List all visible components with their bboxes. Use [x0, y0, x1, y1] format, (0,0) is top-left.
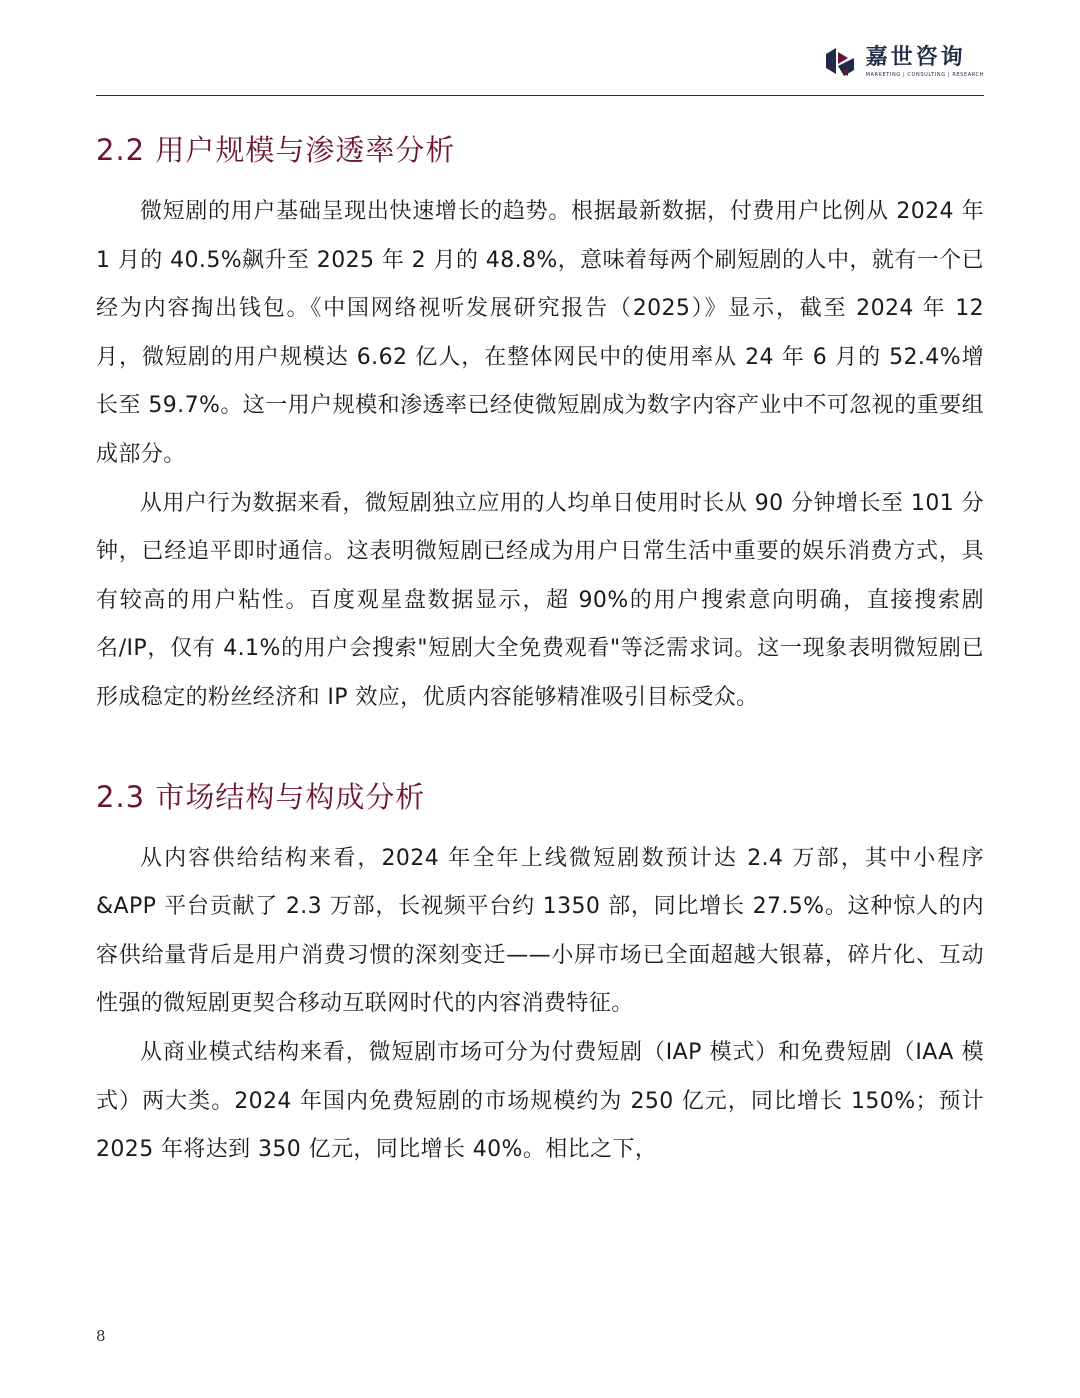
header-divider: [96, 95, 984, 96]
logo-text: [866, 46, 984, 78]
page-number: 8: [96, 1327, 106, 1345]
logo-name: 嘉世咨询: [865, 45, 966, 70]
page-header: [96, 0, 984, 96]
page-content: [96, 120, 984, 1175]
company-logo: [822, 44, 984, 80]
logo-mark-icon: [822, 44, 858, 80]
paragraph-business-model: 从商业模式结构来看，微短剧市场可分为付费短剧（IAP 模式）和免费短剧（IAA 模式）两大类。2024 年国内免费短剧的市场规模约为 250 亿元，同比增长 150%；预计 2025 年将达到 350 亿元，同比增长 40%。相比之下，: [96, 1039, 984, 1163]
section-title-market-structure: 2.3 市场结构与构成分析: [96, 779, 426, 814]
paragraph-user-behavior: 从用户行为数据来看，微短剧独立应用的人均单日使用时长从 90 分钟增长至 101 分钟，已经追平即时通信。这表明微短剧已经成为用户日常生活中重要的娱乐消费方式，具有较高的用户粘性。百度观星盘数据显示，超 90%的用户搜索意向明确，直接搜索剧名/IP，仅有 4.1%的用户会搜索"短剧大全免费观看"等泛需求词。这一现象表明微短剧已形成稳定的粉丝经济和 IP 效应，优质内容能够精准吸引目标受众。: [96, 490, 984, 710]
section-title-user-scale: 2.2 用户规模与渗透率分析: [96, 133, 456, 167]
paragraph-user-growth: 微短剧的用户基础呈现出快速增长的趋势。根据最新数据，付费用户比例从 2024 年 1 月的 40.5%飙升至 2025 年 2 月的 48.8%，意味着每两个刷短剧的人中，就有一个已经为内容掏出钱包。《中国网络视听发展研究报告（2025）》显示，截至 2024 年 12 月，微短剧的用户规模达 6.62 亿人，在整体网民中的使用率从 24 年 6 月的 52.4%增长至 59.7%。这一用户规模和渗透率已经使微短剧成为数字内容产业中不可忽视的重要组成部分。: [96, 199, 984, 467]
paragraph-content-supply: 从内容供给结构来看，2024 年全年上线微短剧数预计达 2.4 万部，其中小程序&APP 平台贡献了 2.3 万部，长视频平台约 1350 部，同比增长 27.5%。这种惊人的内容供给量背后是用户消费习惯的深刻变迁——小屏市场已全面超越大银幕，碎片化、互动性强的微短剧更契合移动互联网时代的内容消费特征。: [96, 845, 984, 1017]
logo-tagline: MARKETING | CONSULTING | RESEARCH: [865, 72, 984, 78]
